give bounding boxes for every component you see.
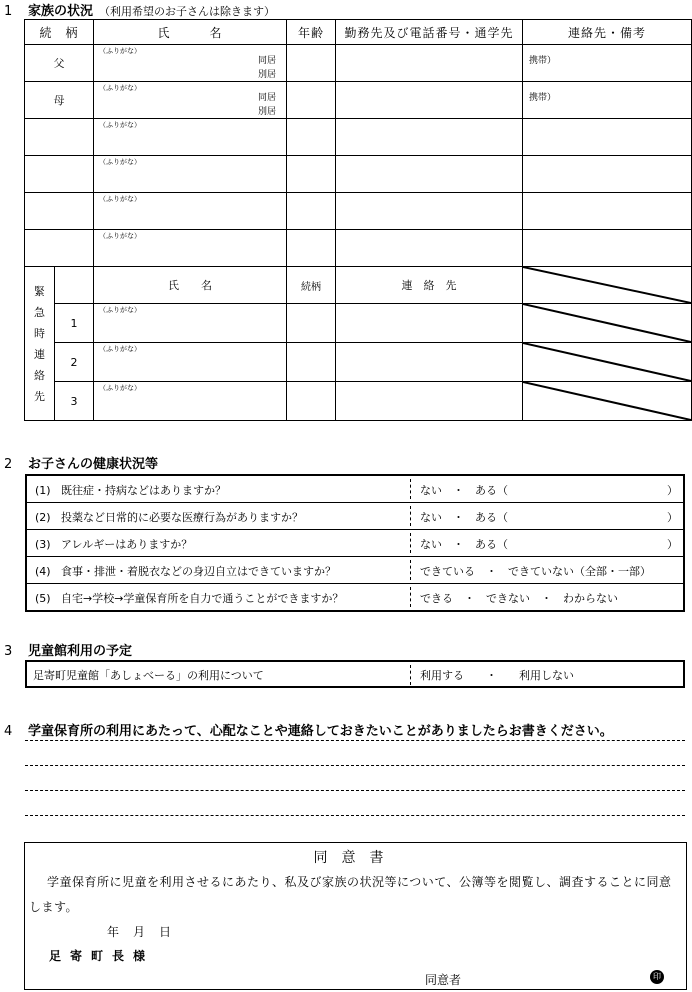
status-apart[interactable]: 別居	[258, 70, 277, 80]
name-field[interactable]	[94, 45, 287, 82]
consent-date[interactable]: 年 月 日	[107, 925, 173, 939]
emergency-index: 1	[55, 304, 94, 343]
work-field[interactable]	[336, 82, 523, 119]
health-question-row: (4) 食事・排泄・着脱衣などの身辺自立はできていますか？ できている ・ できていない（全部・一部）	[27, 557, 683, 584]
diagonal-line	[523, 304, 691, 342]
emergency-relation-field[interactable]	[287, 343, 336, 382]
section4-title: 4 学童保育所の利用にあたって、心配なことや連絡しておきたいことがありましたらお書きください。	[4, 724, 613, 739]
health-question-row: (2) 投薬など日常的に必要な医療行為がありますか？ ない ・ ある（ ）	[27, 503, 683, 530]
furigana-label: （ふりがな）	[99, 232, 142, 240]
header-relation: 続 柄	[25, 20, 94, 45]
furigana-label: （ふりがな）	[99, 121, 142, 129]
furigana-label: （ふりがな）	[99, 306, 142, 314]
furigana-label: （ふりがな）	[99, 384, 142, 392]
relation-field[interactable]	[25, 119, 94, 156]
consent-body: 学童保育所に児童を利用させるにあたり、私及び家族の状況等について、公簿等を閲覧し、調査することに同意します。	[29, 875, 672, 914]
name-field[interactable]	[94, 230, 287, 267]
emergency-index: 2	[55, 343, 94, 382]
emergency-contact-header: 連 絡 先	[336, 267, 523, 304]
furigana-label: （ふりがな）	[99, 84, 142, 92]
emergency-relation-field[interactable]	[287, 304, 336, 343]
dashed-separator	[410, 506, 411, 526]
section3-title: 3 児童館利用の予定	[4, 644, 133, 659]
header-age: 年齢	[287, 20, 336, 45]
jidokan-question: 足寄町児童館「あしょべーる」の利用について	[33, 669, 264, 682]
writing-line[interactable]	[25, 815, 685, 816]
emergency-name-field[interactable]	[94, 382, 287, 421]
name-field[interactable]	[94, 156, 287, 193]
emergency-contact-field[interactable]	[336, 382, 523, 421]
relation-field[interactable]	[25, 156, 94, 193]
diagonal-cell	[523, 343, 692, 382]
family-row-mother	[25, 82, 692, 119]
writing-line[interactable]	[25, 765, 685, 766]
dashed-separator	[410, 587, 411, 607]
contact-field[interactable]	[523, 45, 692, 82]
contact-field[interactable]	[523, 119, 692, 156]
age-field[interactable]	[287, 82, 336, 119]
health-question-row: (5) 自宅→学校→学童保育所を自力で通うことができますか？ できる ・ できない ・ わからない	[27, 584, 683, 610]
emergency-name-header: 氏 名	[94, 267, 287, 304]
status-apart[interactable]: 別居	[258, 107, 277, 117]
jidokan-answer[interactable]: 利用する ・ 利用しない	[420, 669, 574, 682]
emergency-header-row	[25, 267, 692, 304]
work-field[interactable]	[336, 230, 523, 267]
answer-options[interactable]: ない ・ ある（	[420, 484, 508, 497]
jidokan-row	[27, 662, 683, 686]
emergency-relation-header: 続柄	[287, 267, 336, 304]
emergency-name-field[interactable]	[94, 343, 287, 382]
family-row	[25, 156, 692, 193]
emergency-row	[25, 304, 692, 343]
family-table	[24, 19, 692, 421]
consent-box	[24, 842, 687, 990]
family-row	[25, 193, 692, 230]
header-name: 氏 名	[94, 20, 287, 45]
writing-line[interactable]	[25, 740, 685, 741]
consent-signer-label: 同意者	[425, 973, 462, 987]
diagonal-line	[523, 382, 691, 420]
age-field[interactable]	[287, 45, 336, 82]
relation-field[interactable]	[25, 230, 94, 267]
age-field[interactable]	[287, 193, 336, 230]
section1-title: 1 家族の状況 （利用希望のお子さんは除きます）	[4, 4, 276, 19]
age-field[interactable]	[287, 156, 336, 193]
age-field[interactable]	[287, 119, 336, 156]
furigana-label: （ふりがな）	[99, 47, 142, 55]
family-row-father	[25, 45, 692, 82]
diagonal-line	[523, 267, 691, 303]
dashed-separator	[410, 560, 411, 580]
header-contact: 連絡先・備考	[523, 20, 692, 45]
family-header-row	[25, 20, 692, 45]
furigana-label: （ふりがな）	[99, 345, 142, 353]
relation-field[interactable]	[25, 193, 94, 230]
mobile-label: 携帯）	[529, 93, 557, 103]
dashed-separator	[410, 665, 411, 685]
answer-options[interactable]: できる ・ できない ・ わからない	[420, 592, 618, 605]
emergency-index: 3	[55, 382, 94, 421]
health-question-row: (1) 既往症・持病などはありますか？ ない ・ ある（ ）	[27, 476, 683, 503]
age-field[interactable]	[287, 230, 336, 267]
name-field[interactable]	[94, 193, 287, 230]
diagonal-cell	[523, 267, 692, 304]
contact-field[interactable]	[523, 82, 692, 119]
consent-title: 同意書	[313, 850, 398, 866]
diagonal-cell	[523, 382, 692, 421]
diagonal-line	[523, 343, 691, 381]
relation-mother: 母	[25, 82, 94, 119]
emergency-contact-field[interactable]	[336, 304, 523, 343]
diagonal-cell	[523, 304, 692, 343]
status-together[interactable]: 同居	[258, 93, 277, 103]
work-field[interactable]	[336, 119, 523, 156]
section2-title: 2 お子さんの健康状況等	[4, 457, 159, 472]
family-row	[25, 230, 692, 267]
contact-field[interactable]	[523, 156, 692, 193]
relation-father: 父	[25, 45, 94, 82]
jidokan-box	[25, 660, 685, 688]
health-question-row: (3) アレルギーはありますか？ ない ・ ある（ ）	[27, 530, 683, 557]
family-row	[25, 119, 692, 156]
work-field[interactable]	[336, 156, 523, 193]
name-field[interactable]	[94, 82, 287, 119]
work-field[interactable]	[336, 45, 523, 82]
writing-line[interactable]	[25, 790, 685, 791]
dashed-separator	[410, 533, 411, 553]
seal-icon: 印	[650, 970, 664, 984]
work-field[interactable]	[336, 193, 523, 230]
consent-addressee: 足寄町長様	[49, 949, 155, 963]
contact-field[interactable]	[523, 230, 692, 267]
emergency-row	[25, 382, 692, 421]
status-together[interactable]: 同居	[258, 56, 277, 66]
furigana-label: （ふりがな）	[99, 195, 142, 203]
contact-field[interactable]	[523, 193, 692, 230]
emergency-name-field[interactable]	[94, 304, 287, 343]
emergency-relation-field[interactable]	[287, 382, 336, 421]
answer-options[interactable]: できている ・ できていない（全部・一部）	[420, 565, 651, 578]
emergency-row	[25, 343, 692, 382]
answer-options[interactable]: ない ・ ある（	[420, 538, 508, 551]
answer-options[interactable]: ない ・ ある（	[420, 511, 508, 524]
dashed-separator	[410, 479, 411, 499]
name-field[interactable]	[94, 119, 287, 156]
emergency-label: 緊 急 時 連 絡 先	[25, 267, 55, 421]
emergency-index-header	[55, 267, 94, 304]
furigana-label: （ふりがな）	[99, 158, 142, 166]
health-questions-box	[25, 474, 685, 612]
emergency-contact-field[interactable]	[336, 343, 523, 382]
mobile-label: 携帯）	[529, 56, 557, 66]
header-work: 勤務先及び電話番号・通学先	[336, 20, 523, 45]
